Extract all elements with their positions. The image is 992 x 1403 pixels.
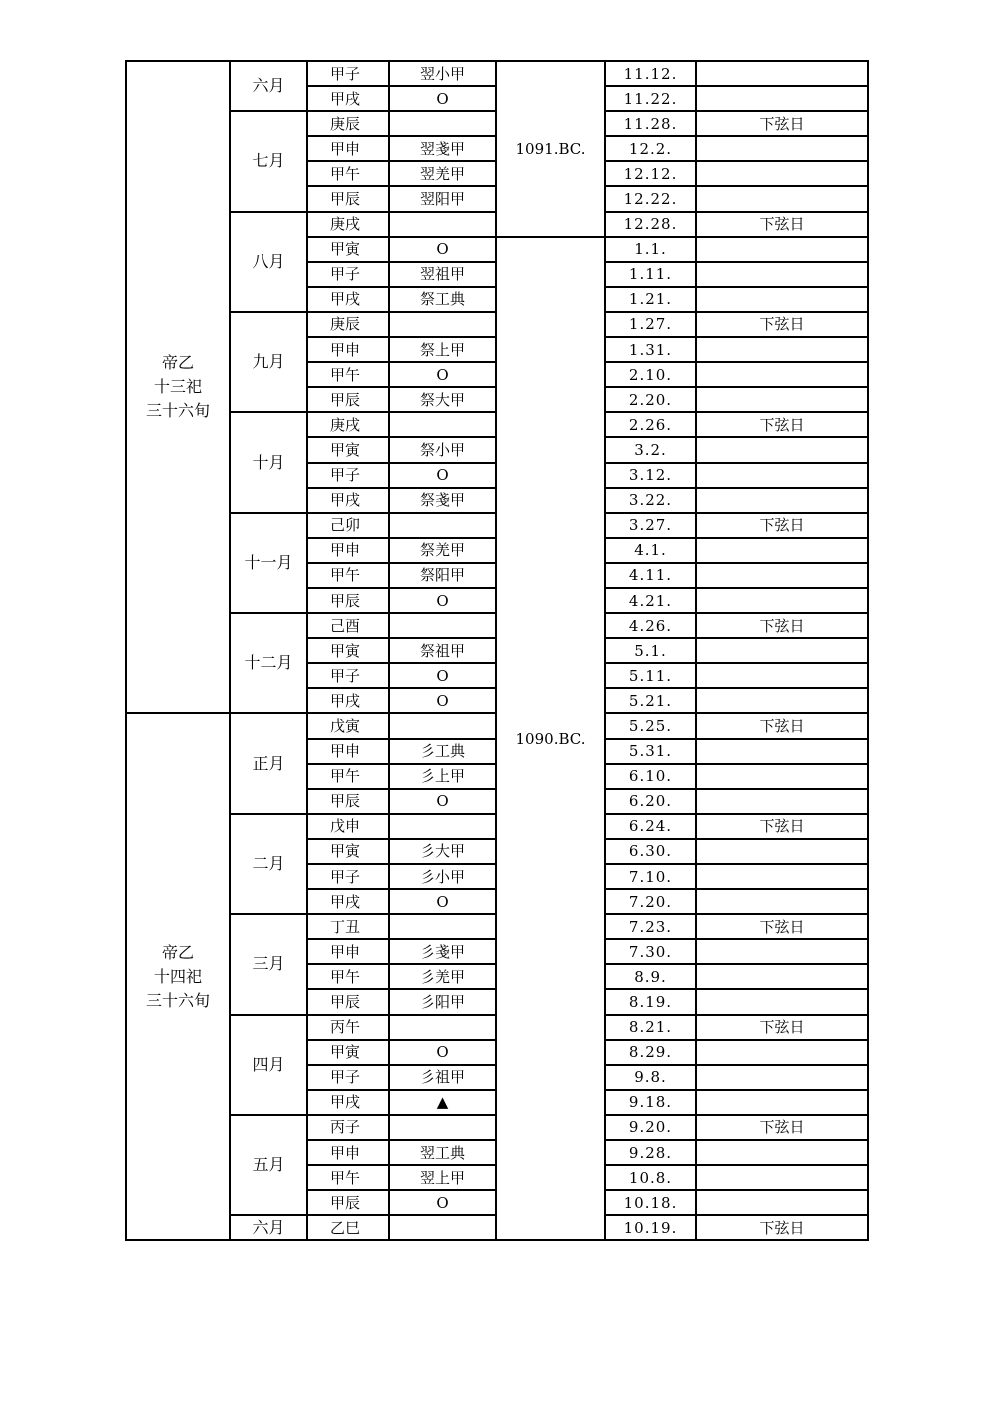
rite-cell: 翌戔甲 (389, 136, 496, 161)
reign-cell (126, 713, 230, 1240)
rite-cell: 祭祖甲 (389, 638, 496, 663)
date-cell: 6.20. (605, 789, 696, 814)
note-cell (696, 789, 868, 814)
rite-cell: 彡上甲 (389, 764, 496, 789)
ganzhi-cell: 丙午 (307, 1015, 389, 1040)
note-cell (696, 237, 868, 262)
date-cell: 2.26. (605, 412, 696, 437)
month-cell: 七月 (230, 111, 307, 211)
month-cell: 十二月 (230, 613, 307, 713)
note-cell (696, 186, 868, 211)
date-cell: 7.30. (605, 939, 696, 964)
note-cell (696, 939, 868, 964)
date-cell: 5.31. (605, 739, 696, 764)
rite-cell (389, 1015, 496, 1040)
date-cell: 9.8. (605, 1065, 696, 1090)
ganzhi-cell: 甲午 (307, 362, 389, 387)
ganzhi-cell: 甲申 (307, 136, 389, 161)
rite-cell: O (389, 1040, 496, 1065)
date-cell: 9.18. (605, 1090, 696, 1115)
rite-cell: O (389, 688, 496, 713)
ganzhi-cell: 乙巳 (307, 1215, 389, 1240)
date-cell: 3.22. (605, 488, 696, 513)
note-cell (696, 638, 868, 663)
rite-cell (389, 412, 496, 437)
date-cell: 12.2. (605, 136, 696, 161)
note-cell (696, 889, 868, 914)
rite-cell: 彡阳甲 (389, 989, 496, 1014)
note-cell (696, 488, 868, 513)
date-cell: 1.1. (605, 237, 696, 262)
rite-cell: O (389, 588, 496, 613)
date-cell: 9.28. (605, 1140, 696, 1165)
rite-cell: 翌祖甲 (389, 262, 496, 287)
date-cell: 10.8. (605, 1165, 696, 1190)
date-cell: 5.21. (605, 688, 696, 713)
date-cell: 1.21. (605, 287, 696, 312)
month-cell: 四月 (230, 1015, 307, 1115)
note-cell (696, 86, 868, 111)
ganzhi-cell: 甲寅 (307, 237, 389, 262)
date-cell: 2.20. (605, 387, 696, 412)
note-cell: 下弦日 (696, 111, 868, 136)
note-cell (696, 864, 868, 889)
rite-cell: 翌小甲 (389, 61, 496, 86)
rite-cell: 彡工典 (389, 739, 496, 764)
rite-cell: 祭上甲 (389, 337, 496, 362)
rite-cell: O (389, 237, 496, 262)
rite-cell: 翌阳甲 (389, 186, 496, 211)
note-cell (696, 136, 868, 161)
date-cell: 8.19. (605, 989, 696, 1014)
note-cell (696, 437, 868, 462)
note-cell (696, 588, 868, 613)
rite-cell (389, 1215, 496, 1240)
rite-cell (389, 814, 496, 839)
date-cell: 4.11. (605, 563, 696, 588)
rite-cell: 彡大甲 (389, 839, 496, 864)
date-cell: 11.22. (605, 86, 696, 111)
ganzhi-cell: 甲辰 (307, 387, 389, 412)
rite-cell: 彡羌甲 (389, 964, 496, 989)
ganzhi-cell: 甲子 (307, 463, 389, 488)
date-cell: 12.22. (605, 186, 696, 211)
date-cell: 3.27. (605, 513, 696, 538)
month-cell: 六月 (230, 61, 307, 111)
note-cell (696, 287, 868, 312)
date-cell: 6.30. (605, 839, 696, 864)
date-cell: 11.12. (605, 61, 696, 86)
date-cell: 3.12. (605, 463, 696, 488)
rite-cell: 祭戔甲 (389, 488, 496, 513)
calendar-table (125, 60, 869, 1241)
note-cell (696, 739, 868, 764)
note-cell (696, 262, 868, 287)
date-cell: 8.9. (605, 964, 696, 989)
reign-cell (126, 61, 230, 713)
rite-cell: 祭阳甲 (389, 563, 496, 588)
note-cell (696, 362, 868, 387)
note-cell (696, 1090, 868, 1115)
month-cell: 六月 (230, 1215, 307, 1240)
ganzhi-cell: 戊申 (307, 814, 389, 839)
month-cell: 九月 (230, 312, 307, 412)
note-cell: 下弦日 (696, 713, 868, 738)
reign-line: 十四祀 (153, 966, 202, 986)
date-cell: 8.21. (605, 1015, 696, 1040)
note-cell (696, 989, 868, 1014)
date-cell: 7.20. (605, 889, 696, 914)
ganzhi-cell: 丙子 (307, 1115, 389, 1140)
ganzhi-cell: 甲戌 (307, 86, 389, 111)
note-cell (696, 1190, 868, 1215)
ganzhi-cell: 甲寅 (307, 638, 389, 663)
date-cell: 12.12. (605, 161, 696, 186)
ganzhi-cell: 甲戌 (307, 287, 389, 312)
ganzhi-cell: 甲午 (307, 563, 389, 588)
date-cell: 9.20. (605, 1115, 696, 1140)
note-cell (696, 337, 868, 362)
note-cell (696, 161, 868, 186)
rite-cell: 祭小甲 (389, 437, 496, 462)
reign-line: 帝乙 (161, 353, 194, 373)
note-cell: 下弦日 (696, 1115, 868, 1140)
note-cell: 下弦日 (696, 212, 868, 237)
date-cell: 4.26. (605, 613, 696, 638)
rite-cell (389, 312, 496, 337)
month-cell: 八月 (230, 212, 307, 312)
date-cell: 10.19. (605, 1215, 696, 1240)
rite-cell: 彡小甲 (389, 864, 496, 889)
rite-cell: O (389, 789, 496, 814)
date-cell: 12.28. (605, 212, 696, 237)
date-cell: 5.11. (605, 663, 696, 688)
note-cell (696, 61, 868, 86)
rite-cell: 祭大甲 (389, 387, 496, 412)
ganzhi-cell: 戊寅 (307, 713, 389, 738)
ganzhi-cell: 甲子 (307, 1065, 389, 1090)
ganzhi-cell: 庚辰 (307, 312, 389, 337)
ganzhi-cell: 甲午 (307, 161, 389, 186)
rite-cell: O (389, 663, 496, 688)
month-cell: 十月 (230, 412, 307, 512)
ganzhi-cell: 甲午 (307, 1165, 389, 1190)
note-cell: 下弦日 (696, 814, 868, 839)
ganzhi-cell: 庚戌 (307, 212, 389, 237)
ganzhi-cell: 甲申 (307, 1140, 389, 1165)
note-cell (696, 1165, 868, 1190)
month-cell: 二月 (230, 814, 307, 914)
ganzhi-cell: 甲子 (307, 61, 389, 86)
note-cell (696, 387, 868, 412)
date-cell: 8.29. (605, 1040, 696, 1065)
date-cell: 11.28. (605, 111, 696, 136)
date-cell: 7.23. (605, 914, 696, 939)
date-cell: 3.2. (605, 437, 696, 462)
ganzhi-cell: 丁丑 (307, 914, 389, 939)
rite-cell: O (389, 86, 496, 111)
rite-cell: 彡祖甲 (389, 1065, 496, 1090)
note-cell (696, 1065, 868, 1090)
rite-cell (389, 513, 496, 538)
note-cell (696, 663, 868, 688)
date-cell: 4.1. (605, 538, 696, 563)
note-cell: 下弦日 (696, 412, 868, 437)
note-cell (696, 1140, 868, 1165)
date-cell: 6.10. (605, 764, 696, 789)
note-cell: 下弦日 (696, 1015, 868, 1040)
date-cell: 10.18. (605, 1190, 696, 1215)
ganzhi-cell: 甲戌 (307, 688, 389, 713)
ganzhi-cell: 己卯 (307, 513, 389, 538)
ganzhi-cell: 甲戌 (307, 488, 389, 513)
ganzhi-cell: 甲辰 (307, 1190, 389, 1215)
month-cell: 五月 (230, 1115, 307, 1215)
date-cell: 1.31. (605, 337, 696, 362)
ganzhi-cell: 庚辰 (307, 111, 389, 136)
date-cell: 4.21. (605, 588, 696, 613)
rite-cell: 祭羌甲 (389, 538, 496, 563)
rite-cell (389, 613, 496, 638)
rite-cell: 彡戔甲 (389, 939, 496, 964)
year-cell: 1091.BC. (496, 61, 605, 237)
date-cell: 5.25. (605, 713, 696, 738)
ganzhi-cell: 甲申 (307, 538, 389, 563)
table-row (126, 61, 868, 86)
rite-cell: 翌工典 (389, 1140, 496, 1165)
month-cell: 十一月 (230, 513, 307, 613)
rite-cell (389, 1115, 496, 1140)
note-cell (696, 964, 868, 989)
reign-line: 十三祀 (153, 377, 202, 397)
rite-cell: 翌上甲 (389, 1165, 496, 1190)
ganzhi-cell: 甲申 (307, 939, 389, 964)
rite-cell (389, 713, 496, 738)
rite-cell (389, 212, 496, 237)
ganzhi-cell: 甲子 (307, 663, 389, 688)
ganzhi-cell: 甲子 (307, 864, 389, 889)
reign-line: 三十六旬 (145, 401, 210, 421)
note-cell: 下弦日 (696, 613, 868, 638)
date-cell: 6.24. (605, 814, 696, 839)
rite-cell: O (389, 463, 496, 488)
ganzhi-cell: 甲辰 (307, 789, 389, 814)
ganzhi-cell: 甲寅 (307, 839, 389, 864)
ganzhi-cell: 甲子 (307, 262, 389, 287)
reign-line: 帝乙 (161, 942, 194, 962)
date-cell: 1.11. (605, 262, 696, 287)
month-cell: 三月 (230, 914, 307, 1014)
ganzhi-cell: 甲辰 (307, 588, 389, 613)
calendar-body (126, 61, 868, 1240)
date-cell: 7.10. (605, 864, 696, 889)
rite-cell (389, 111, 496, 136)
year-cell: 1090.BC. (496, 237, 605, 1241)
rite-cell: O (389, 1190, 496, 1215)
ganzhi-cell: 甲申 (307, 337, 389, 362)
note-cell: 下弦日 (696, 1215, 868, 1240)
date-cell: 5.1. (605, 638, 696, 663)
ganzhi-cell: 甲寅 (307, 437, 389, 462)
ganzhi-cell: 庚戌 (307, 412, 389, 437)
note-cell (696, 764, 868, 789)
note-cell (696, 1040, 868, 1065)
note-cell: 下弦日 (696, 914, 868, 939)
rite-cell: 祭工典 (389, 287, 496, 312)
ganzhi-cell: 甲辰 (307, 186, 389, 211)
ganzhi-cell: 甲寅 (307, 1040, 389, 1065)
ganzhi-cell: 甲午 (307, 964, 389, 989)
rite-cell: 翌羌甲 (389, 161, 496, 186)
rite-cell: ▲ (389, 1090, 496, 1115)
ganzhi-cell: 甲戌 (307, 1090, 389, 1115)
note-cell (696, 839, 868, 864)
note-cell: 下弦日 (696, 513, 868, 538)
note-cell (696, 463, 868, 488)
ganzhi-cell: 己酉 (307, 613, 389, 638)
rite-cell: O (389, 362, 496, 387)
note-cell (696, 538, 868, 563)
date-cell: 1.27. (605, 312, 696, 337)
ganzhi-cell: 甲申 (307, 739, 389, 764)
note-cell (696, 688, 868, 713)
month-cell: 正月 (230, 713, 307, 813)
rite-cell (389, 914, 496, 939)
date-cell: 2.10. (605, 362, 696, 387)
ganzhi-cell: 甲辰 (307, 989, 389, 1014)
note-cell (696, 563, 868, 588)
note-cell: 下弦日 (696, 312, 868, 337)
ganzhi-cell: 甲午 (307, 764, 389, 789)
reign-line: 三十六旬 (145, 990, 210, 1010)
rite-cell: O (389, 889, 496, 914)
ganzhi-cell: 甲戌 (307, 889, 389, 914)
